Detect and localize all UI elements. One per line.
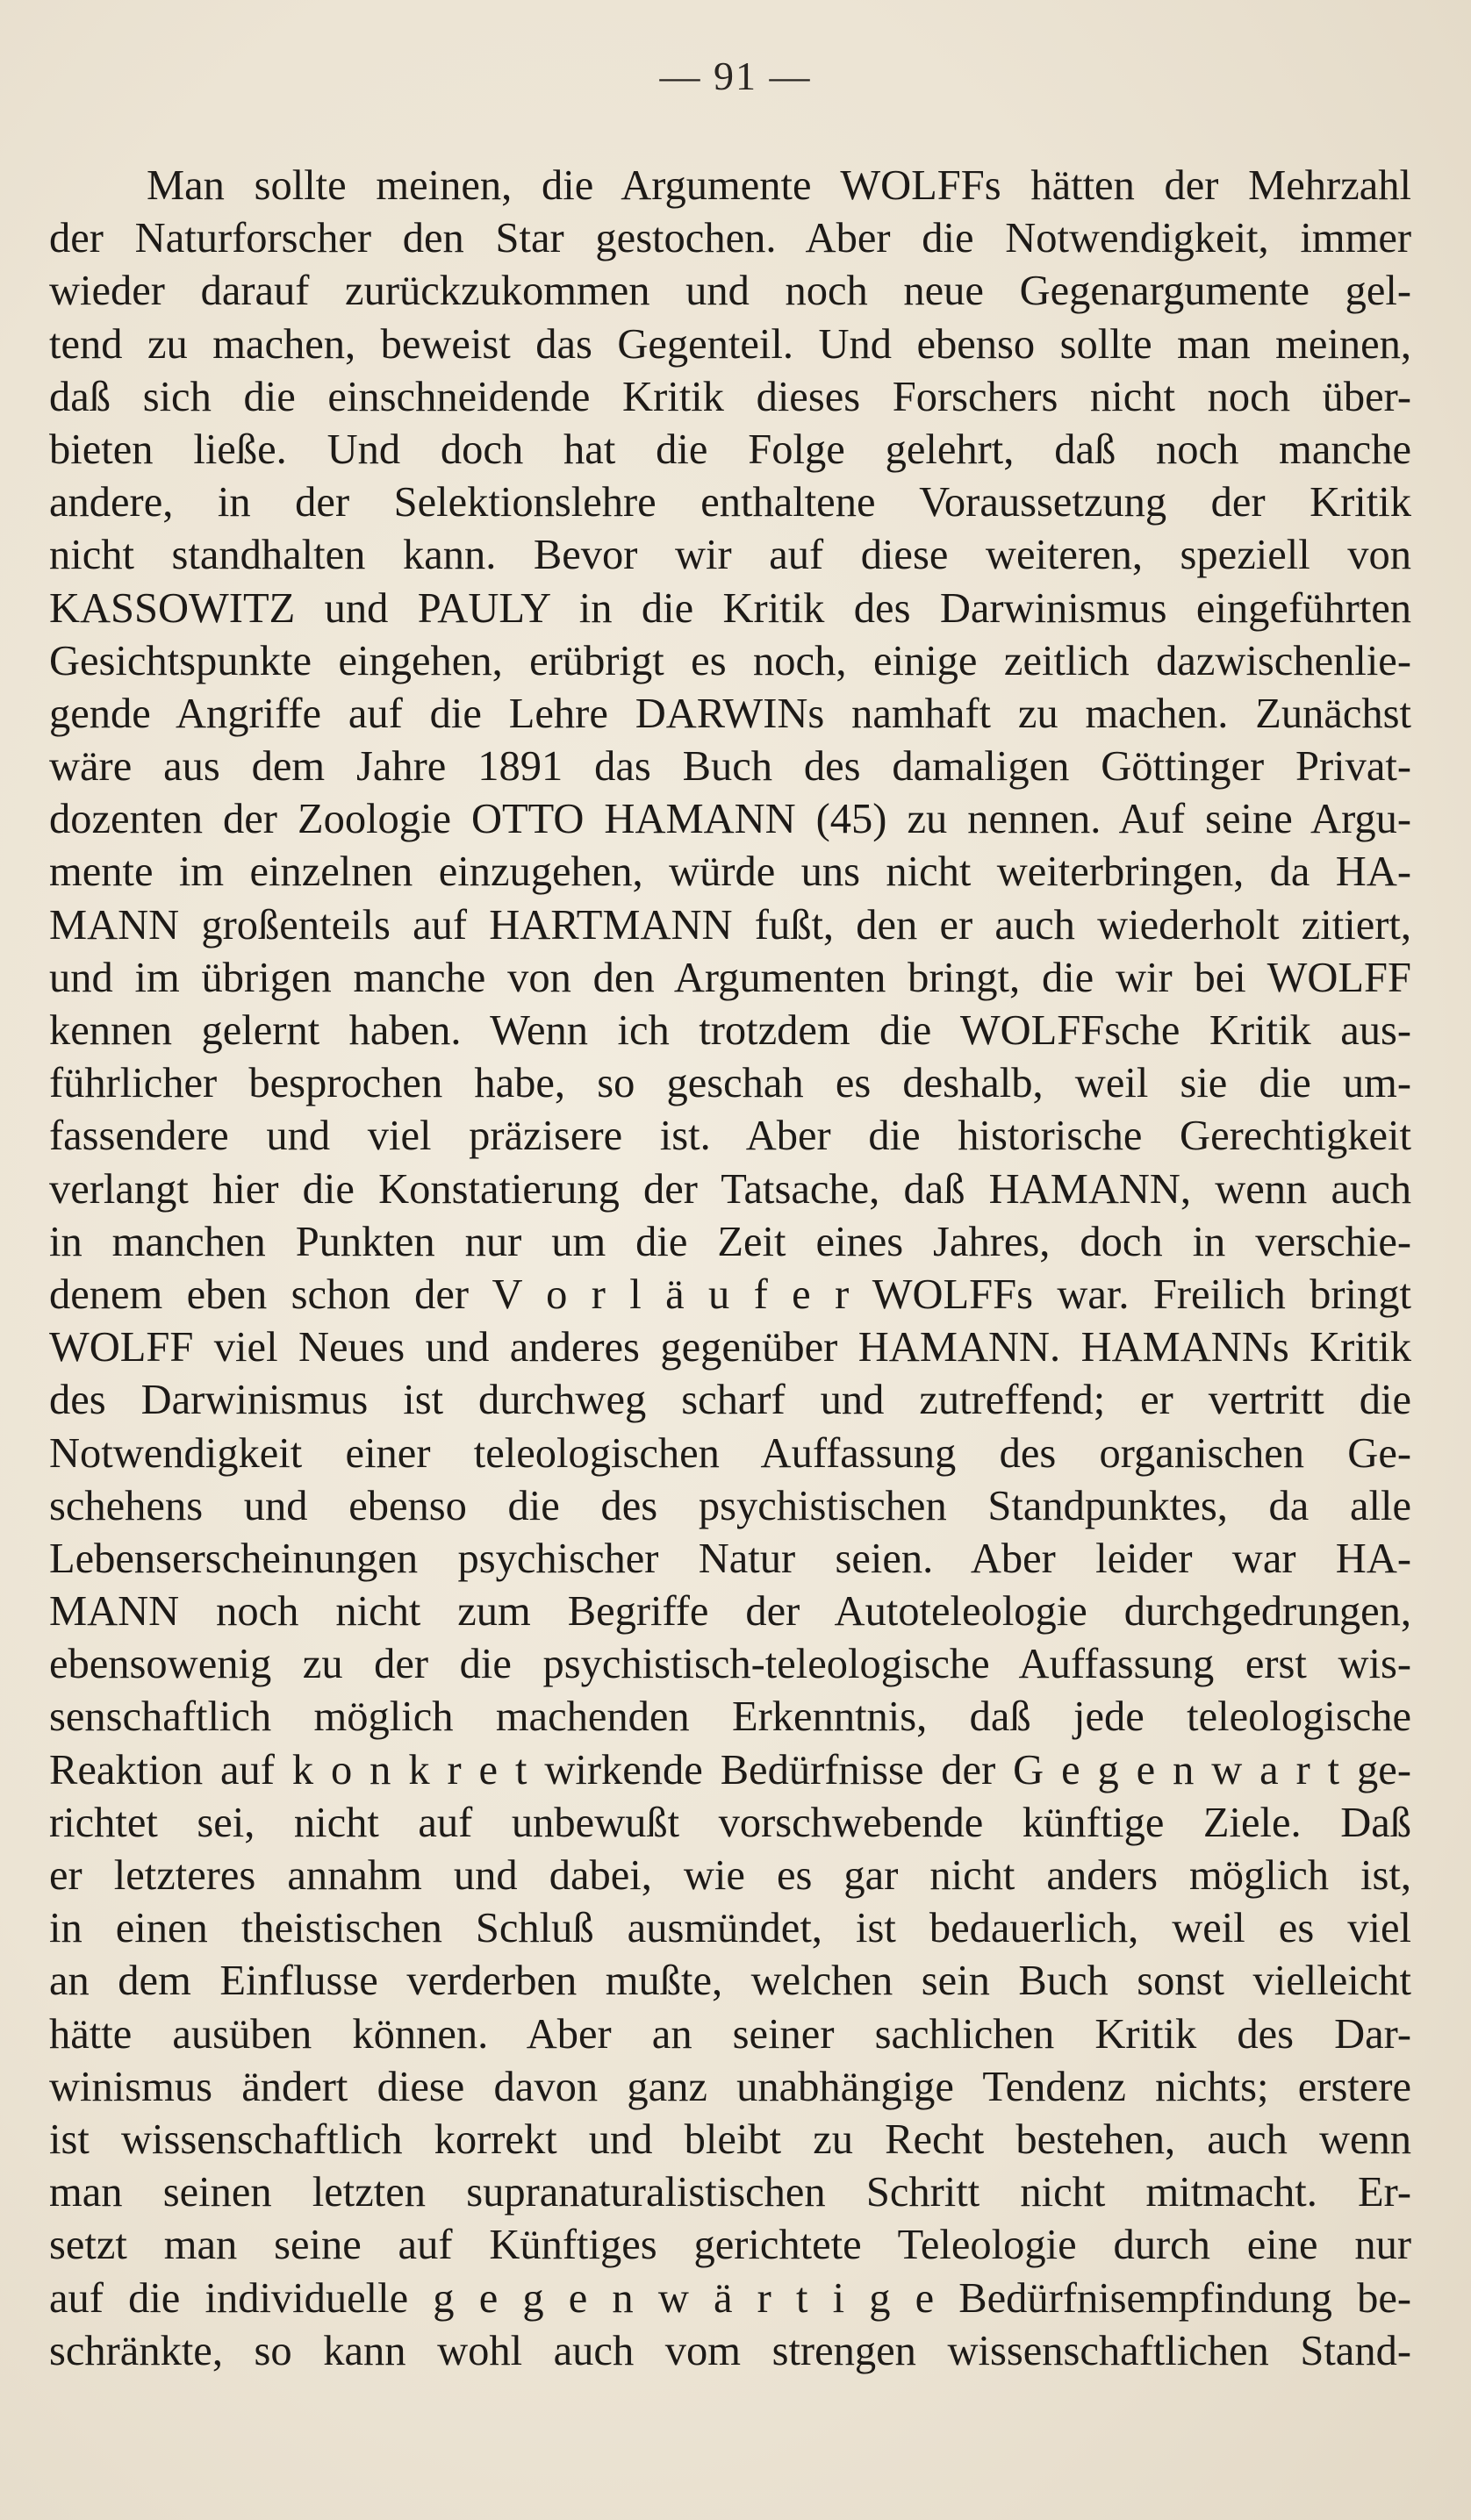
page-number: — 91 — xyxy=(659,54,812,98)
text-line: senschaftlich möglich machenden Erkenntnis, daß jede teleologische xyxy=(49,1693,1411,1741)
text-line: tend zu machen, beweist das Gegenteil. Und ebenso sollte man meinen, xyxy=(49,320,1411,368)
text-line: mente im einzelnen einzugehen, würde uns nicht weiterbringen, da HA- xyxy=(49,848,1411,896)
text-line: nicht standhalten kann. Bevor wir auf diese weiteren, speziell von xyxy=(49,532,1411,579)
text-line: MANN noch nicht zum Begriffe der Autoteleologie durchgedrungen, xyxy=(49,1588,1411,1636)
text-line: gende Angriffe auf die Lehre DARWINs namhaft zu machen. Zunächst xyxy=(49,690,1411,737)
text-line: WOLFF viel Neues und anderes gegenüber HAMANN. HAMANNs Kritik xyxy=(49,1324,1411,1371)
text-line: er letzteres annahm und dabei, wie es gar nicht anders möglich ist, xyxy=(49,1852,1411,1899)
text-line: winismus ändert diese davon ganz unabhängige Tendenz nichts; erstere xyxy=(49,2063,1411,2110)
text-line: ist wissenschaftlich korrekt und bleibt zu Recht bestehen, auch wenn xyxy=(49,2116,1411,2163)
text-line: fassendere und viel präzisere ist. Aber die historische Gerechtigkeit xyxy=(49,1113,1411,1160)
text-line: auf die individuelle g e g e n w ä r t i g e Bedürfnisempfindung be- xyxy=(49,2274,1411,2322)
text-line: der Naturforscher den Star gestochen. Aber die Notwendigkeit, immer xyxy=(49,215,1411,262)
text-line: in manchen Punkten nur um die Zeit eines Jahres, doch in verschie- xyxy=(49,1218,1411,1265)
text-line: Man sollte meinen, die Argumente WOLFFs hätten der Mehrzahl xyxy=(147,162,1411,209)
text-line: und im übrigen manche von den Argumenten bringt, die wir bei WOLFF xyxy=(49,954,1411,1001)
text-line: Lebenserscheinungen psychischer Natur seien. Aber leider war HA- xyxy=(49,1535,1411,1582)
text-line: schränkte, so kann wohl auch vom strengen wissenschaftlichen Stand- xyxy=(49,2327,1411,2374)
text-line: hätte ausüben können. Aber an seiner sachlichen Kritik des Dar- xyxy=(49,2010,1411,2058)
text-line: daß sich die einschneidende Kritik dieses Forschers nicht noch über- xyxy=(49,373,1411,420)
text-line: denem eben schon der V o r l ä u f e r WOLFFs war. Freilich bringt xyxy=(49,1271,1411,1318)
text-line: in einen theistischen Schluß ausmündet, ist bedauerlich, weil es viel xyxy=(49,1905,1411,1952)
text-line: KASSOWITZ und PAULY in die Kritik des Darwinismus eingeführten xyxy=(49,584,1411,632)
text-line: ebensowenig zu der die psychistisch-teleologische Auffassung erst wis- xyxy=(49,1641,1411,1688)
text-line: führlicher besprochen habe, so geschah es deshalb, weil sie die um- xyxy=(49,1060,1411,1107)
text-line: kennen gelernt haben. Wenn ich trotzdem die WOLFFsche Kritik aus- xyxy=(49,1007,1411,1054)
text-line: verlangt hier die Konstatierung der Tatsache, daß HAMANN, wenn auch xyxy=(49,1165,1411,1213)
text-line: bieten ließe. Und doch hat die Folge gelehrt, daß noch manche xyxy=(49,426,1411,473)
text-line: man seinen letzten supranaturalistischen Schritt nicht mitmacht. Er- xyxy=(49,2169,1411,2216)
text-line: schehens und ebenso die des psychistischen Standpunktes, da alle xyxy=(49,1482,1411,1529)
text-line: wieder darauf zurückzukommen und noch neue Gegenargumente gel- xyxy=(49,268,1411,315)
text-line: Reaktion auf k o n k r e t wirkende Bedürfnisse der G e g e n w a r t ge- xyxy=(49,1746,1411,1793)
text-line: MANN großenteils auf HARTMANN fußt, den er auch wiederholt zitiert, xyxy=(49,901,1411,949)
text-line: des Darwinismus ist durchweg scharf und zutreffend; er vertritt die xyxy=(49,1377,1411,1424)
text-line: dozenten der Zoologie OTTO HAMANN (45) zu nennen. Auf seine Argu- xyxy=(49,796,1411,843)
body-text xyxy=(49,160,1411,2378)
text-line: wäre aus dem Jahre 1891 das Buch des damaligen Göttinger Privat- xyxy=(49,743,1411,791)
text-line: andere, in der Selektionslehre enthaltene Voraussetzung der Kritik xyxy=(49,479,1411,526)
text-line: an dem Einflusse verderben mußte, welchen sein Buch sonst vielleicht xyxy=(49,1958,1411,2005)
text-line: richtet sei, nicht auf unbewußt vorschwebende künftige Ziele. Daß xyxy=(49,1799,1411,1846)
text-line: Gesichtspunkte eingehen, erübrigt es noch, einige zeitlich dazwischenlie- xyxy=(49,637,1411,684)
text-line: setzt man seine auf Künftiges gerichtete Teleologie durch eine nur xyxy=(49,2222,1411,2269)
text-line: Notwendigkeit einer teleologischen Auffassung des organischen Ge- xyxy=(49,1429,1411,1477)
